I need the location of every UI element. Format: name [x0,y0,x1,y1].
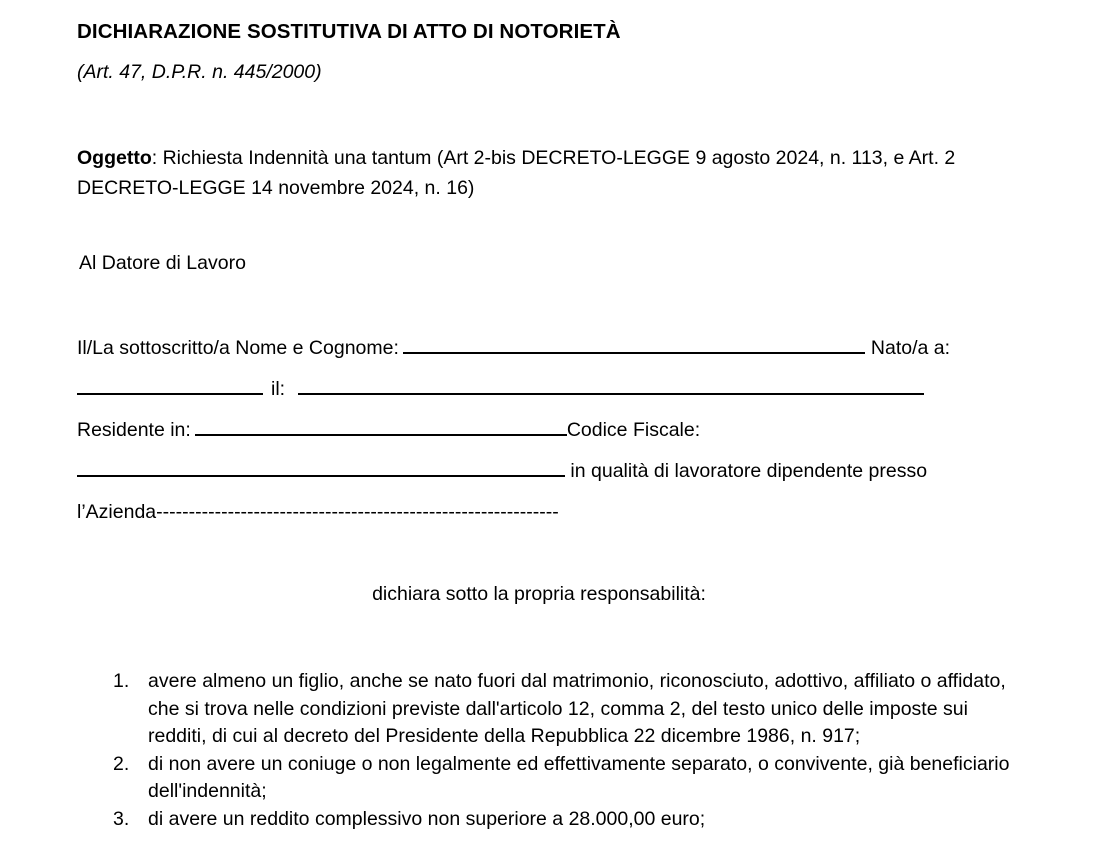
list-item-text: di non avere un coniuge o non legalmente ed effettivamente separato, o convivente, già beneficiario dell'indennità; [148,752,1010,802]
list-item [113,751,1013,806]
birthplace-field-blank[interactable] [77,393,263,395]
subject-separator: : [151,147,163,169]
list-item-text: avere almeno un figlio, anche se nato fuori dal matrimonio, riconosciuto, adottivo, affiliato o affidato, che si trova nelle condizioni previste dall'articolo 12, comma 2, del testo unico delle imposte sui redditi, di cui al decreto del Presidente della Repubblica 22 dicembre 1986, n. 917; [148,670,1006,747]
form-line-birth [77,378,1037,419]
list-item-text: di avere un reddito complessivo non superiore a 28.000,00 euro; [148,807,706,830]
employee-role-label: in qualità di lavoratore dipendente presso [565,460,928,482]
fiscal-code-field-blank[interactable] [77,475,565,477]
form-line-company [77,501,1037,542]
residence-field-label: Residente in: [77,419,191,441]
fiscal-code-field-label: Codice Fiscale: [566,419,701,441]
form-line-name [77,337,1037,378]
form-fields-block [77,337,1037,542]
list-item-number: 2. [113,752,130,775]
form-line-fiscal-code [77,460,1037,501]
subject-paragraph [77,143,997,203]
subject-label: Oggetto [77,147,152,169]
name-field-blank[interactable] [403,352,865,354]
page-title: DICHIARAZIONE SOSTITUTIVA DI ATTO DI NOTORIETÀ [77,20,621,43]
document-legal-reference: (Art. 47, D.P.R. n. 445/2000) [77,61,322,83]
residence-field-blank[interactable] [195,434,567,436]
birthplace-field-label: Nato/a a: [870,337,951,359]
subject-text: Richiesta Indennità una tantum (Art 2-bis DECRETO-LEGGE 9 agosto 2024, n. 113, e Art. 2 DECRETO-LEGGE 14 novembre 2024, n. 16) [77,147,956,199]
recipient-line: Al Datore di Lavoro [79,252,246,274]
company-field-blank[interactable]: -------------------------------------------------------------- [156,501,559,523]
list-item-number: 1. [113,670,130,692]
form-line-residence [77,419,1037,460]
declaration-statement: dichiara sotto la propria responsabilità: [372,583,706,605]
declaration-list [113,668,1013,833]
list-item-number: 3. [113,807,130,830]
name-field-label: Il/La sottoscritto/a Nome e Cognome: [77,337,399,359]
birthdate-field-blank[interactable] [298,393,924,395]
company-field-label: l’Azienda [77,501,157,523]
birthdate-field-label: il: [271,378,286,400]
list-item [113,668,1013,751]
list-item [113,806,1013,834]
